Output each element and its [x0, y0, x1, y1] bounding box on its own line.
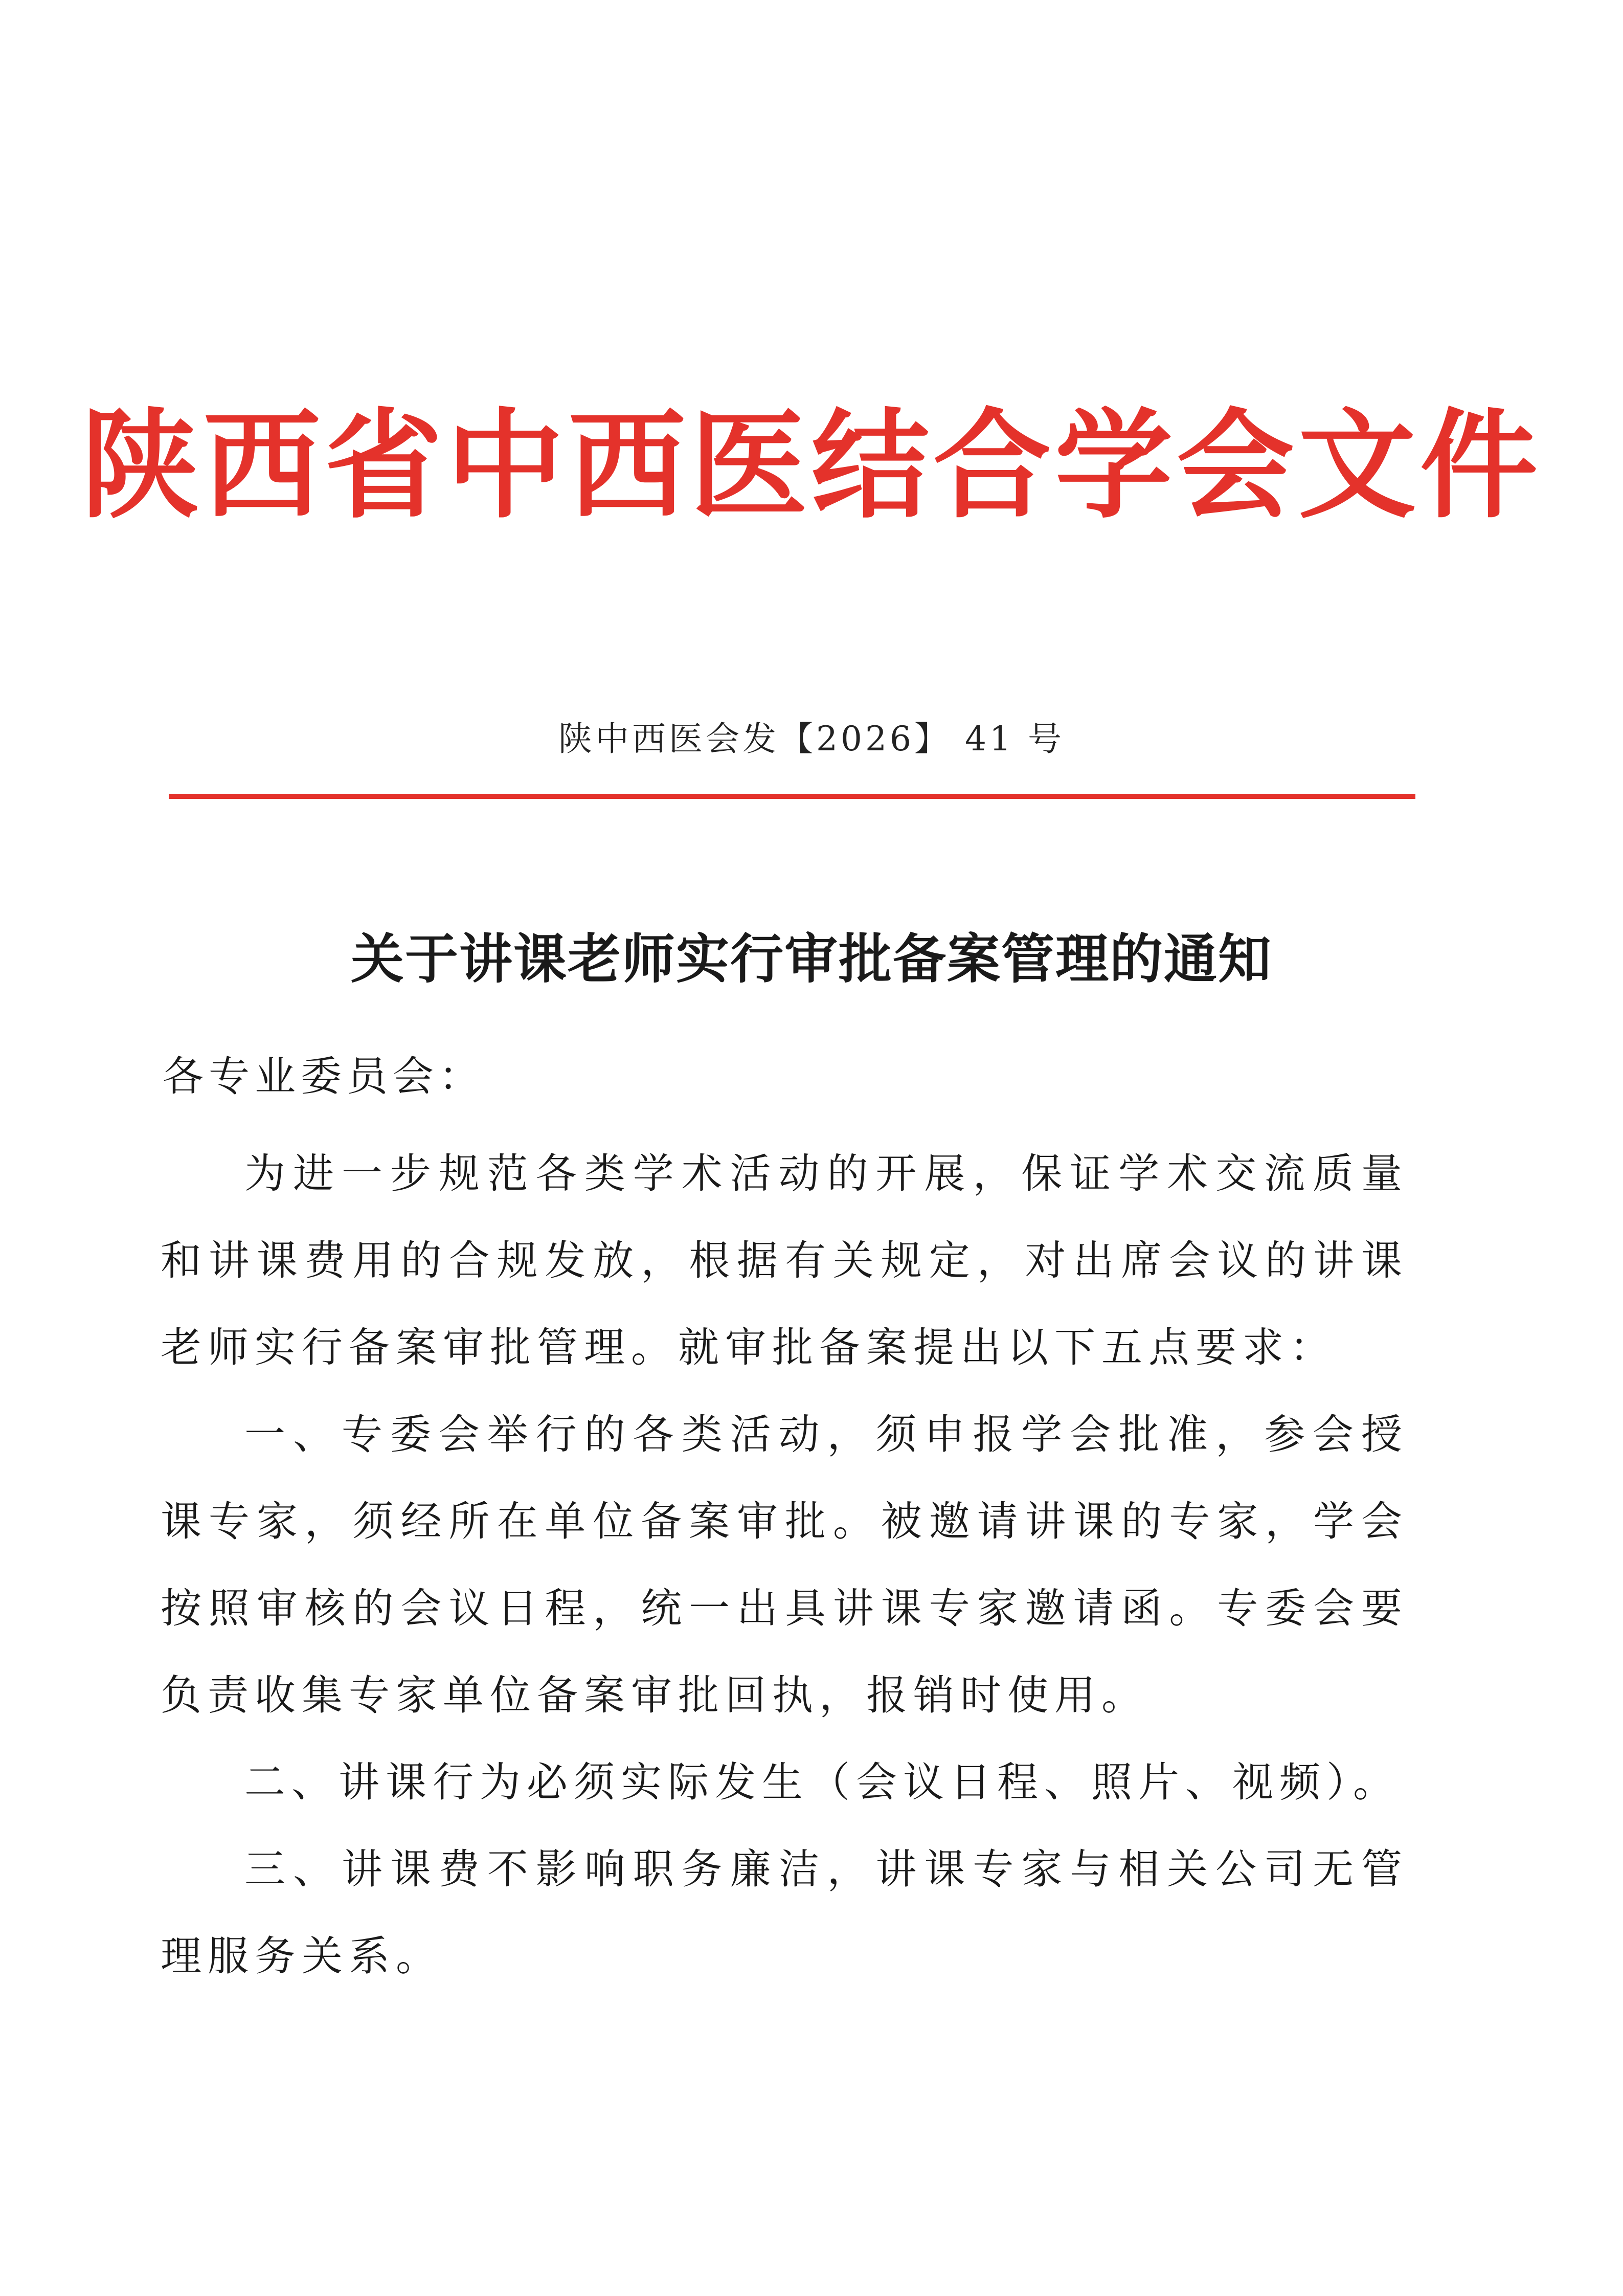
body-paragraph-item-2: 二、讲课行为必须实际发生（会议日程、照片、视频）。: [244, 1758, 1400, 1806]
notice-title: 关于讲课老师实行审批备案管理的通知: [350, 927, 1272, 990]
body-paragraph-item-3: 三、讲课费不影响职务廉洁，讲课专家与相关公司无管理服务关系。: [161, 1845, 1408, 1980]
masthead-title: 陕西省中西医结合学会文件: [81, 396, 1542, 534]
document-number: 陕中西医会发【2026】 41 号: [558, 719, 1065, 759]
salutation: 各专业委员会：: [163, 1053, 485, 1100]
notice-body: [161, 1130, 1408, 2000]
body-paragraph-intro: 为进一步规范各类学术活动的开展，保证学术交流质量和讲课费用的合规发放，根据有关规定，对出席会议的讲课老师实行备案审批管理。就审批备案提出以下五点要求：: [161, 1150, 1408, 1371]
body-paragraph-item-1: 一、专委会举行的各类活动，须申报学会批准，参会授课专家，须经所在单位备案审批。被邀请讲课的专家，学会按照审核的会议日程，统一出具讲课专家邀请函。专委会要负责收集专家单位备案审批回执，报销时使用。: [161, 1411, 1408, 1719]
red-divider-line: [169, 794, 1415, 799]
